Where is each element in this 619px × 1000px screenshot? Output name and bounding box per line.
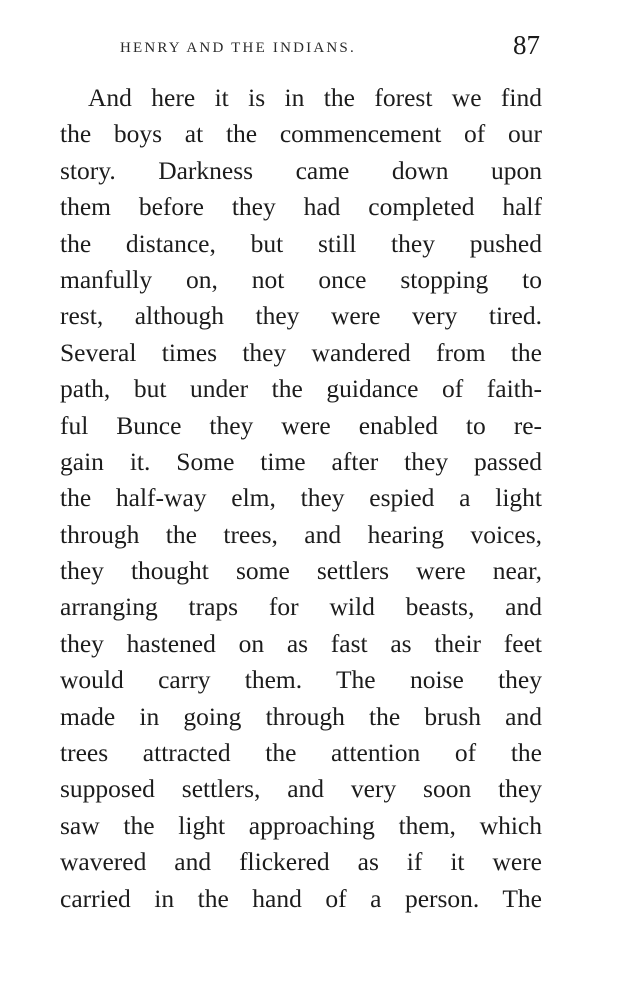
text-line: rest, although they were very tired. xyxy=(60,301,542,331)
text-line: made in going through the brush and xyxy=(60,701,542,731)
text-line: And here it is in the forest we find xyxy=(88,83,542,112)
text-line: carried in the hand of a person. The xyxy=(60,883,542,913)
text-line: arranging traps for wild beasts, and xyxy=(60,592,542,622)
text-line: Several times they wandered from the xyxy=(60,337,542,367)
text-line: the distance, but still they pushed xyxy=(60,228,542,258)
body-text xyxy=(60,80,542,917)
text-line: gain it. Some time after they passed xyxy=(60,446,542,476)
text-line: through the trees, and hearing voices, xyxy=(60,519,542,549)
text-line: saw the light approaching them, which xyxy=(60,810,542,840)
text-line: wavered and flickered as if it were xyxy=(60,847,542,877)
text-line: path, but under the guidance of faith- xyxy=(60,374,542,404)
text-line: story. Darkness came down upon xyxy=(60,155,542,185)
text-line: the boys at the commencement of our xyxy=(60,119,542,149)
text-line: supposed settlers, and very soon they xyxy=(60,774,542,804)
text-line: ful Bunce they were enabled to re- xyxy=(60,410,542,440)
text-line: the half-way elm, they espied a light xyxy=(60,483,542,513)
running-head xyxy=(60,30,540,70)
text-line: they hastened on as fast as their feet xyxy=(60,628,542,658)
page-number: 87 xyxy=(513,30,540,60)
running-title: HENRY AND THE INDIANS. xyxy=(120,40,356,56)
text-line: trees attracted the attention of the xyxy=(60,738,542,768)
text-line: manfully on, not once stopping to xyxy=(60,264,542,294)
text-line: would carry them. The noise they xyxy=(60,665,542,695)
text-line: them before they had completed half xyxy=(60,192,542,222)
text-line: they thought some settlers were near, xyxy=(60,556,542,586)
